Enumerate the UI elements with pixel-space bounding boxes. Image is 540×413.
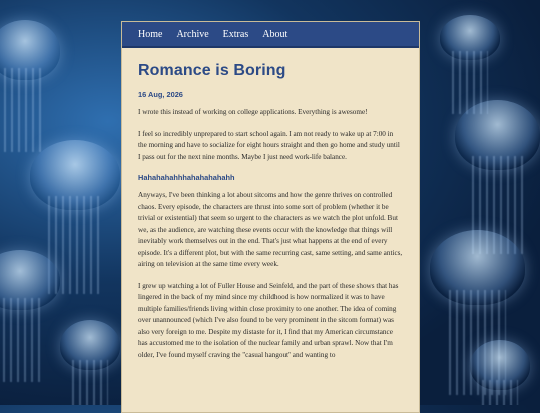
nav-extras-link[interactable]: Extras (222, 28, 249, 40)
blog-page (121, 21, 420, 413)
jellyfish-decoration (470, 340, 530, 390)
jellyfish-decoration (30, 140, 120, 210)
post-paragraph: Anyways, I've been thinking a lot about sitcoms and how the genre thrives on controlled chaos. Every episode, the characters are thrust into some sort of problem (whether it be trivial or existential) that seem so urgent to the characters as we watch the plot unfold. But we, as the audience, are watching these events occur with the knowledge that things will inevitably work themselves out in the end. That's just what happens at the end of every episode. It's a different plot, but with the same recurring cast, same setting, and same antics, airing on television at the same time every week. (138, 191, 403, 269)
jellyfish-decoration (455, 100, 540, 170)
jellyfish-decoration (0, 20, 60, 80)
jellyfish-decoration (440, 15, 500, 60)
jellyfish-decoration (430, 230, 525, 305)
jellyfish-decoration (60, 320, 120, 370)
post-content (122, 48, 419, 361)
nav-about-link[interactable]: About (262, 28, 288, 40)
top-navigation (122, 22, 419, 48)
post-paragraph: I wrote this instead of working on college applications. Everything is awesome! (138, 108, 368, 116)
post-subheading: Hahahahahhhahahahahahh (138, 173, 235, 183)
post-paragraph: I feel so incredibly unprepared to start school again. I am not ready to wake up at 7:00 in the morning and have to socialize for eight hours straight and then go home and study until I pass out for the next nine months. Maybe I just need work-life balance. (138, 129, 400, 161)
nav-home-link[interactable]: Home (138, 28, 163, 40)
post-date: 16 Aug, 2026 (138, 90, 183, 99)
post-paragraph: I grew up watching a lot of Fuller House and Seinfeld, and the part of these shows that has lingered in the back of my mind since my childhood is how normalized it was to have multiple families/friends living within close proximity to one another. The idea of coming over unannounced (which I've also found to be very prominent in the sitcom format) was also very foreign to me. Despite my distaste for it, I find that my American circumstance has accustomed me to the isolation of the nuclear family and urban sprawl. Now that I'm older, I've found myself craving the "casual hangout" and wanting to (138, 281, 399, 359)
post-title: Romance is Boring (138, 62, 286, 79)
nav-archive-link[interactable]: Archive (176, 28, 209, 40)
